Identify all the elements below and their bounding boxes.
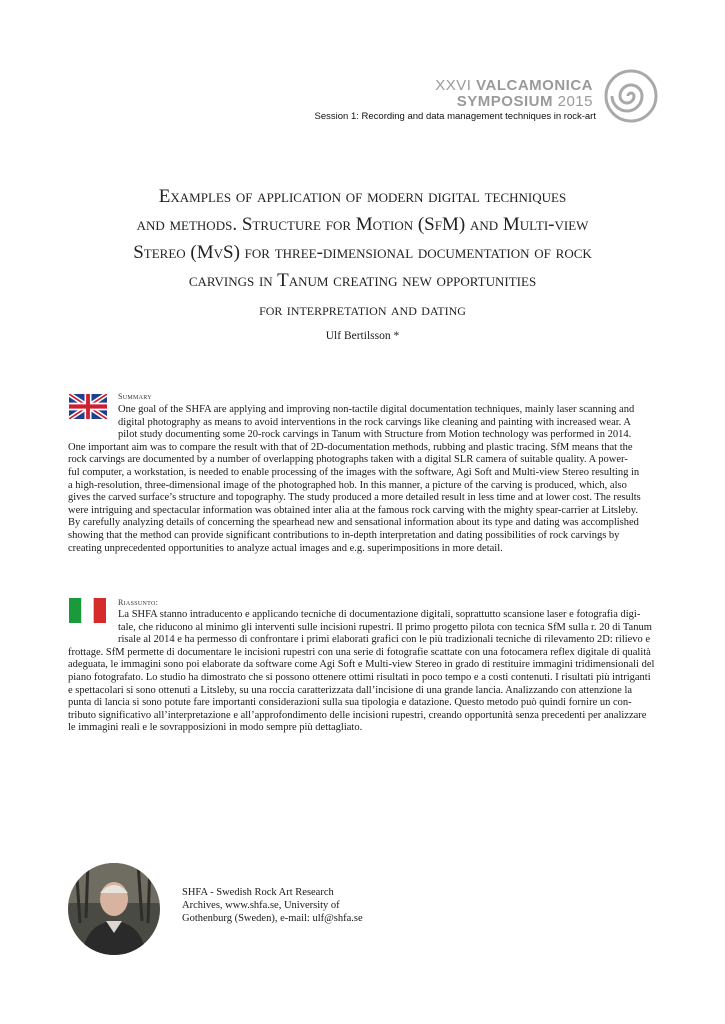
title-line: and methods. Structure for Motion (SfM) and Multi-view — [136, 214, 589, 235]
title-line: Examples of application of modern digital techniques — [158, 186, 567, 207]
symposium-logo-text — [435, 78, 593, 110]
affiliation-line: Gothenburg (Sweden), e-mail: ulf@shfa.se — [182, 913, 363, 924]
session-header: Session 1: Recording and data management techniques in rock-art — [314, 111, 596, 122]
paragraph-line: gives the carved surface’s structure and topography. The study produced a more detailed result in less time and at lower cost. The results — [68, 492, 641, 504]
paragraph-line: One important aim was to compare the result with that of 2D-documentation methods, rubbing and plastic tracing. SfM means that the — [68, 441, 633, 453]
paragraph-line: e spettacolari si sono ottenuti a Litsleby, su una roccia caratterizzata dall’incisione di una grande lancia. Analizzando con attenzione la — [68, 684, 633, 696]
author-photo — [68, 863, 160, 955]
paragraph-line: were intriguing and spectacular information was obtained inter alia at the famous rock carving with the mighty spear-carrier at Litsleby. — [68, 504, 638, 516]
paragraph-line: risale al 2014 e ha permesso di confrontare i primi elaborati grafici con le più tradizionali tecniche di rilevamento 2D: rilievo e — [118, 634, 651, 646]
paragraph-line: frottage. SfM permette di documentare le incisioni rupestri con una serie di fotografie scattate con una fotocamera reflex digitale di qualità — [68, 646, 651, 658]
paragraph-line: tale, che riducono al minimo gli interventi sulle incisioni rupestri. Il primo progetto pilota con tecnica SfM sulla r. 20 di Tanum — [118, 621, 652, 633]
paragraph-line: piano fotografato. Lo studio ha dimostrato che si possono ottenere ottimi risultati in poco tempo e a costi contenuti. I risultati più intriganti — [68, 671, 651, 683]
author: Ulf Bertilsson * — [325, 330, 400, 342]
logo-line1-prefix: XXVI — [435, 77, 477, 94]
title-line: Stereo (MvS) for three-dimensional documentation of rock — [133, 242, 592, 263]
spiral-logo-icon — [603, 68, 659, 124]
logo-line2-main: SYMPOSIUM — [456, 93, 558, 110]
riassunto-text — [68, 609, 657, 735]
paragraph-line: One goal of the SHFA are applying and improving non-tactile digital documentation techniques, mainly laser scanning and — [118, 404, 635, 415]
paragraph-line: punta di lancia si sono potute fare importanti considerazioni sulla sua tipologia e datazione. Questo metodo può quindi fornire un con- — [68, 697, 632, 709]
paragraph-line: ful computer, a workstation, is needed to enable processing of the images with the software, Agi Soft and Multi-view Stereo resulting in — [68, 466, 640, 478]
logo-line1-main: VALCAMONICA — [476, 77, 593, 94]
paragraph-line: showing that the method can provide significant contributions to in-depth interpretation and dating possibilities of rock carvings by — [68, 529, 620, 541]
riassunto-label: Riassunto: — [118, 598, 159, 607]
title-line: for interpretation and dating — [259, 299, 466, 319]
paragraph-line: digital photography as means to avoid interventions in the rock carvings like cleaning and painting with increased wear. A — [118, 416, 631, 428]
affiliation-line: Archives, www.shfa.se, University of — [182, 900, 340, 911]
paragraph-line: le immagini reali e le sovrapposizioni in modo sempre più dettagliato. — [68, 722, 363, 734]
title-line: carvings in Tanum creating new opportunities — [188, 270, 537, 291]
author-affiliation — [182, 886, 382, 925]
affiliation-line: SHFA - Swedish Rock Art Research — [182, 887, 334, 898]
paragraph-line: By carefully analyzing details of concerning the spearhead new and sensational information about its type and dating was accomplished — [68, 517, 639, 529]
paragraph-line: rock carvings are documented by a number of overlapping photographs taken with a digital SLR camera of suitable quality. A power- — [68, 454, 628, 466]
paper-title — [60, 183, 665, 323]
paragraph-line: adeguata, le immagini sono poi elaborate da software come Agi Soft e Multi-view Stereo in grado di restituire immagini tridimensionali del — [68, 659, 655, 671]
paragraph-line: creating unprecedented opportunities to analyze actual images and e.g. superimpositions in more detail. — [68, 542, 503, 554]
paragraph-line: pilot study documenting some 20-rock carvings in Tanum with Structure from Motion technology was performed in 2014. — [118, 429, 632, 441]
paragraph-line: a high-resolution, three-dimensional image of the photographed hob. In this manner, a picture of the carving is produced, which, also — [68, 479, 627, 491]
summary-label: Summary — [118, 392, 152, 401]
summary-text — [68, 404, 657, 555]
paragraph-line: tributo significativo all’interpretazione e all’approfondimento delle incisioni rupestri, creando opportunità senza precedenti per analizzare — [68, 709, 647, 721]
logo-line2-year: 2015 — [557, 93, 593, 110]
paragraph-line: La SHFA stanno intraducento e applicando tecniche di documentazione digitali, soprattutto scansione laser e fotografia digi- — [118, 609, 641, 620]
